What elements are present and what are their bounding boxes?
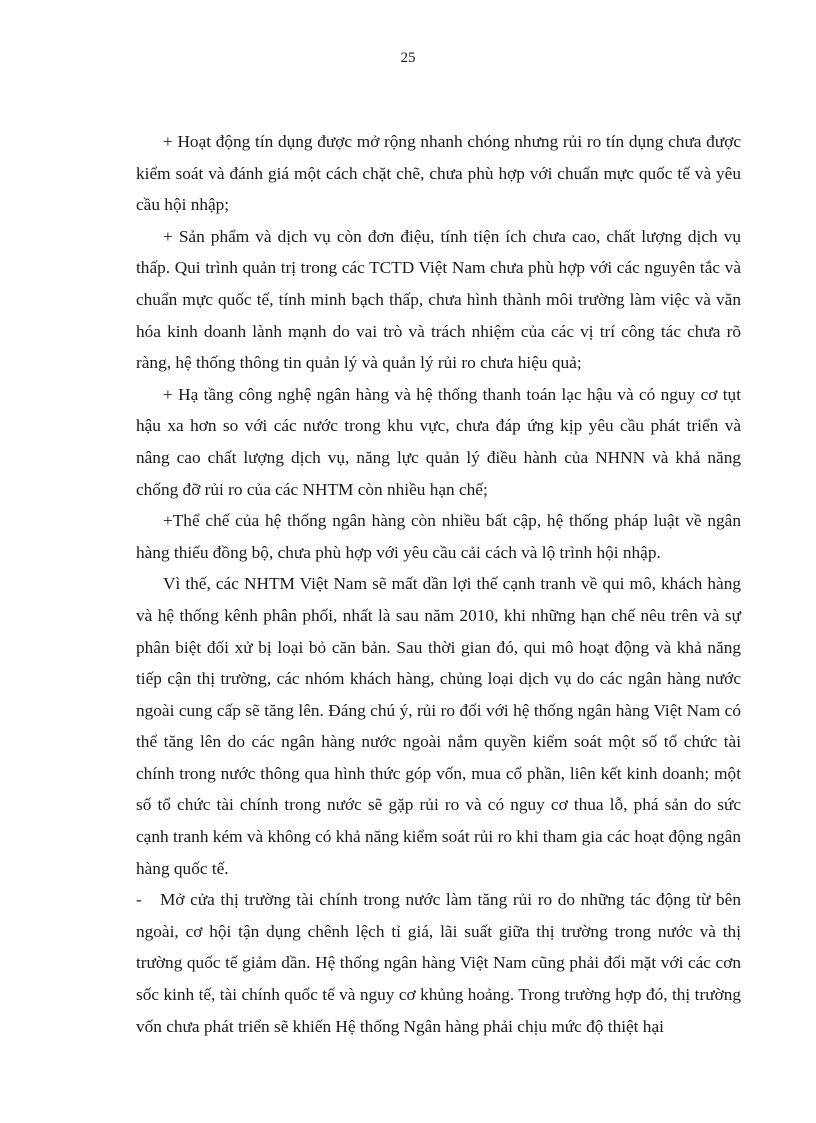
paragraph-market-opening [136,884,741,1042]
paragraph-infrastructure: + Hạ tầng công nghệ ngân hàng và hệ thống thanh toán lạc hậu và có nguy cơ tụt hậu xa hơn so với các nước trong khu vực, chưa đáp ứng kịp yêu cầu phát triển và nâng cao chất lượng dịch vụ, năng lực quản lý điều hành của NHNN và khả năng chống đỡ rủi ro của các NHTM còn nhiều hạn chế; [136,384,741,499]
document-body [136,126,741,1042]
paragraph-competitive-advantage: Vì thế, các NHTM Việt Nam sẽ mất dần lợi thế cạnh tranh về qui mô, khách hàng và hệ thống kênh phân phối, nhất là sau năm 2010, khi những hạn chế nêu trên và sự phân biệt đối xử bị loại bỏ căn bản. Sau thời gian đó, qui mô hoạt động và khả năng tiếp cận thị trường, các nhóm khách hàng, chủng loại dịch vụ do các ngân hàng nước ngoài cung cấp sẽ tăng lên. Đáng chú ý, rủi ro đối với hệ thống ngân hàng Việt Nam có thể tăng lên do các ngân hàng nước ngoài nắm quyền kiểm soát một số tổ chức tài chính trong nước thông qua hình thức góp vốn, mua cổ phần, liên kết kinh doanh; một số tổ chức tài chính trong nước sẽ gặp rủi ro và có nguy cơ thua lỗ, phá sản do sức cạnh tranh kém và không có khả năng kiểm soát rủi ro khi tham gia các hoạt động ngân hàng quốc tế. [136,574,741,878]
paragraph-market-opening-text: Mở cửa thị trường tài chính trong nước làm tăng rủi ro do những tác động từ bên ngoài, cơ hội tận dụng chênh lệch tỉ giá, lãi suất giữa thị trường trong nước và thị trường quốc tế giảm dần. Hệ thống ngân hàng Việt Nam cũng phải đối mặt với các cơn sốc kinh tế, tài chính quốc tế và nguy cơ khủng hoảng. Trong trường hợp đó, thị trường vốn chưa phát triển sẽ khiến Hệ thống Ngân hàng phải chịu mức độ thiệt hại [136,890,741,1036]
paragraph-institutions: +Thể chế của hệ thống ngân hàng còn nhiều bất cập, hệ thống pháp luật về ngân hàng thiếu đồng bộ, chưa phù hợp với yêu cầu cải cách và lộ trình hội nhập. [136,511,741,562]
paragraph-credit-risk: + Hoạt động tín dụng được mở rộng nhanh chóng nhưng rủi ro tín dụng chưa được kiểm soát và đánh giá một cách chặt chẽ, chưa phù hợp với chuẩn mực quốc tế và yêu cầu hội nhập; [136,132,741,215]
dash-marker: - [136,890,142,910]
page-number: 25 [400,50,416,66]
paragraph-products-services: + Sản phẩm và dịch vụ còn đơn điệu, tính tiện ích chưa cao, chất lượng dịch vụ thấp. Qui trình quản trị trong các TCTD Việt Nam chưa phù hợp với các nguyên tắc và chuẩn mực quốc tế, tính minh bạch thấp, chưa hình thành môi trường làm việc và văn hóa kinh doanh lành mạnh do vai trò và trách nhiệm của các vị trí công tác chưa rõ ràng, hệ thống thông tin quản lý và quản lý rủi ro chưa hiệu quả; [136,226,741,373]
